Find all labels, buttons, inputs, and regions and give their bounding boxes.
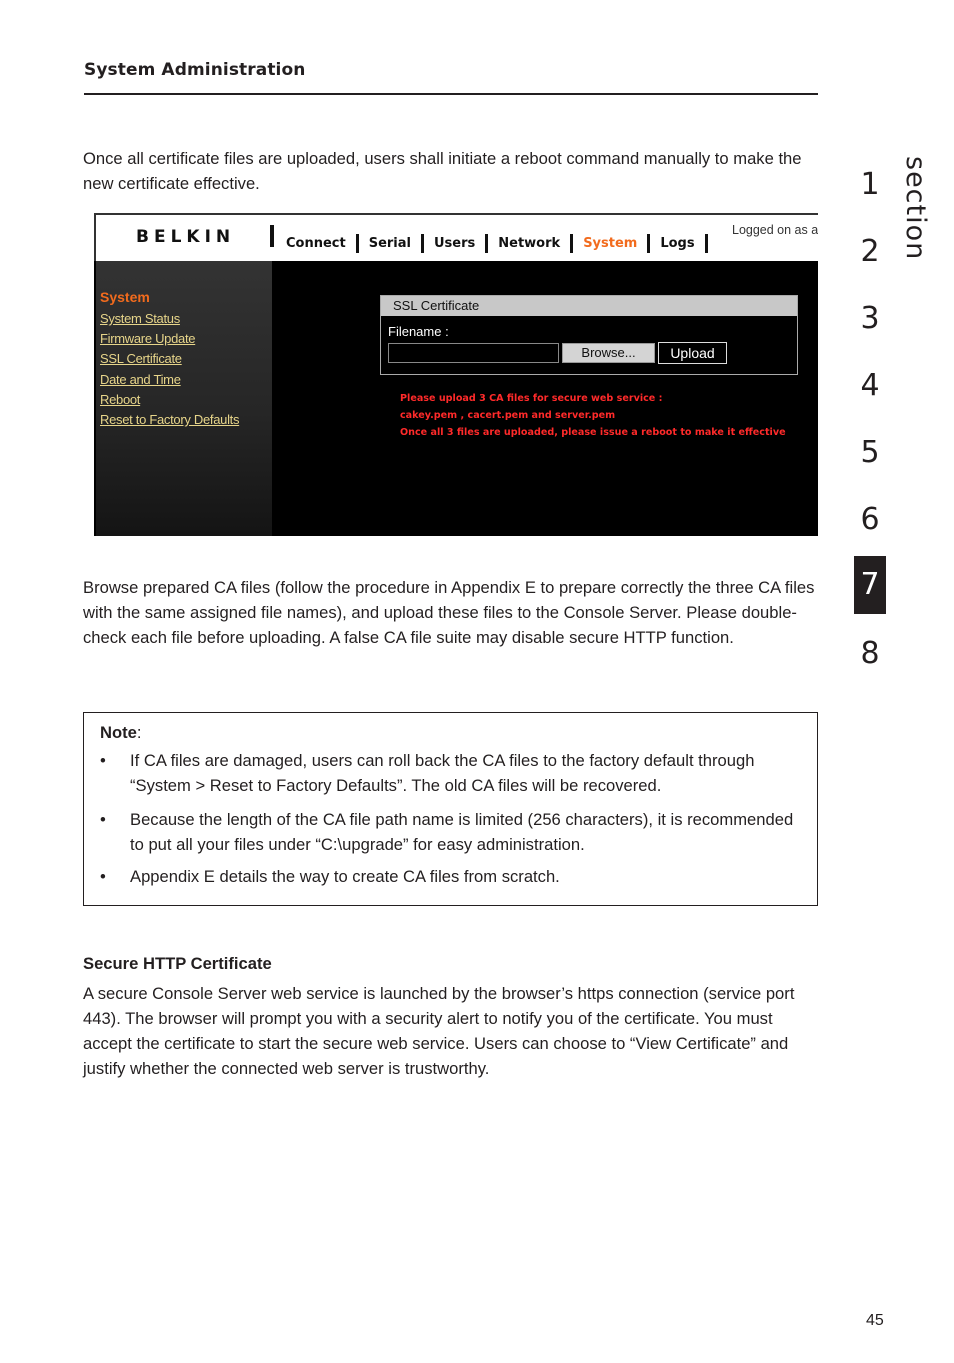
belkin-logo: BELKIN [136, 227, 236, 247]
sidebar-item-reboot[interactable]: Reboot [100, 391, 141, 407]
sidebar-title: System [100, 289, 150, 305]
nav-divider [705, 234, 708, 253]
bullet-icon: • [100, 810, 106, 829]
upload-instruction-1: Please upload 3 CA files for secure web service : [400, 393, 663, 404]
note-box [83, 712, 818, 906]
browse-paragraph: Browse prepared CA files (follow the procedure in Appendix E to prepare correctly the three CA files with the same assigned file names), and upload these files to the Console Server. Please double-check each file before uploading. A false CA file suite may disable secure HTTP function. [83, 578, 815, 647]
panel-title: SSL Certificate [381, 296, 797, 316]
section-number-3: 3 [860, 301, 880, 336]
nav-connect[interactable]: Connect [286, 236, 346, 251]
nav-logs[interactable]: Logs [660, 236, 695, 251]
logged-on-status: Logged on as a [732, 223, 818, 237]
nav-network[interactable]: Network [498, 236, 561, 251]
section-number-5: 5 [860, 435, 880, 470]
sidebar [96, 261, 272, 536]
intro-paragraph: Once all certificate files are uploaded, users shall initiate a reboot command manually to make the new certificate effective. [83, 149, 802, 193]
note-title: Note: [100, 723, 142, 742]
section-number-7-active: 7 [854, 556, 886, 614]
nav-divider [570, 234, 573, 253]
bullet-icon: • [100, 867, 106, 886]
browse-button[interactable]: Browse... [562, 343, 655, 363]
sidebar-item-ssl-certificate[interactable]: SSL Certificate [100, 351, 182, 367]
filename-input[interactable] [388, 343, 559, 363]
section-number-6: 6 [860, 502, 880, 537]
nav-divider [270, 225, 274, 247]
note-bullet-1: If CA files are damaged, users can roll back the CA files to the factory default through “System > Reset to Factory Defaults”. The old CA files will be recovered. [130, 751, 755, 795]
nav-users[interactable]: Users [434, 236, 476, 251]
sidebar-item-system-status[interactable]: System Status [100, 311, 180, 326]
sidebar-links [100, 309, 239, 430]
nav-divider [356, 234, 359, 253]
header-rule [84, 93, 818, 95]
section-number-8: 8 [860, 636, 880, 671]
note-bullet-2: Because the length of the CA file path name is limited (256 characters), it is recommended to put all your files under “C:\upgrade” for easy administration. [130, 810, 794, 854]
upload-button[interactable]: Upload [658, 342, 727, 364]
nav-divider [647, 234, 650, 253]
page-number: 45 [866, 1312, 884, 1329]
sidebar-item-date-and-time[interactable]: Date and Time [100, 371, 181, 387]
secure-http-heading: Secure HTTP Certificate [83, 954, 272, 973]
ui-screenshot [94, 213, 818, 536]
section-number-2: 2 [860, 234, 880, 269]
nav-divider [421, 234, 424, 253]
ssl-certificate-panel [380, 295, 798, 375]
sidebar-item-reset-factory-defaults[interactable]: Reset to Factory Defaults [100, 412, 240, 428]
nav-divider [485, 234, 488, 253]
page-header-title: System Administration [84, 60, 306, 80]
section-number-4: 4 [860, 368, 880, 403]
filename-label: Filename : [388, 324, 449, 339]
main-nav [286, 234, 718, 253]
top-nav-bar [94, 213, 818, 261]
bullet-icon: • [100, 751, 106, 770]
nav-serial[interactable]: Serial [368, 236, 411, 251]
nav-system[interactable]: System [583, 236, 638, 251]
note-bullet-3: Appendix E details the way to create CA files from scratch. [130, 867, 560, 886]
sidebar-item-firmware-update[interactable]: Firmware Update [100, 331, 196, 347]
section-label: section [900, 156, 931, 261]
secure-http-paragraph: A secure Console Server web service is launched by the browser’s https connection (service port 443). The browser will prompt you with a security alert to notify you of the certificate. You must accept the certificate to start the secure web service. Users can choose to “View Certificate” and justify whether the connected web server is trustworthy. [83, 984, 795, 1078]
upload-instruction-3: Once all 3 files are uploaded, please issue a reboot to make it effective [400, 427, 786, 438]
upload-instruction-2: cakey.pem , cacert.pem and server.pem [400, 410, 616, 421]
section-number-1: 1 [860, 167, 880, 202]
